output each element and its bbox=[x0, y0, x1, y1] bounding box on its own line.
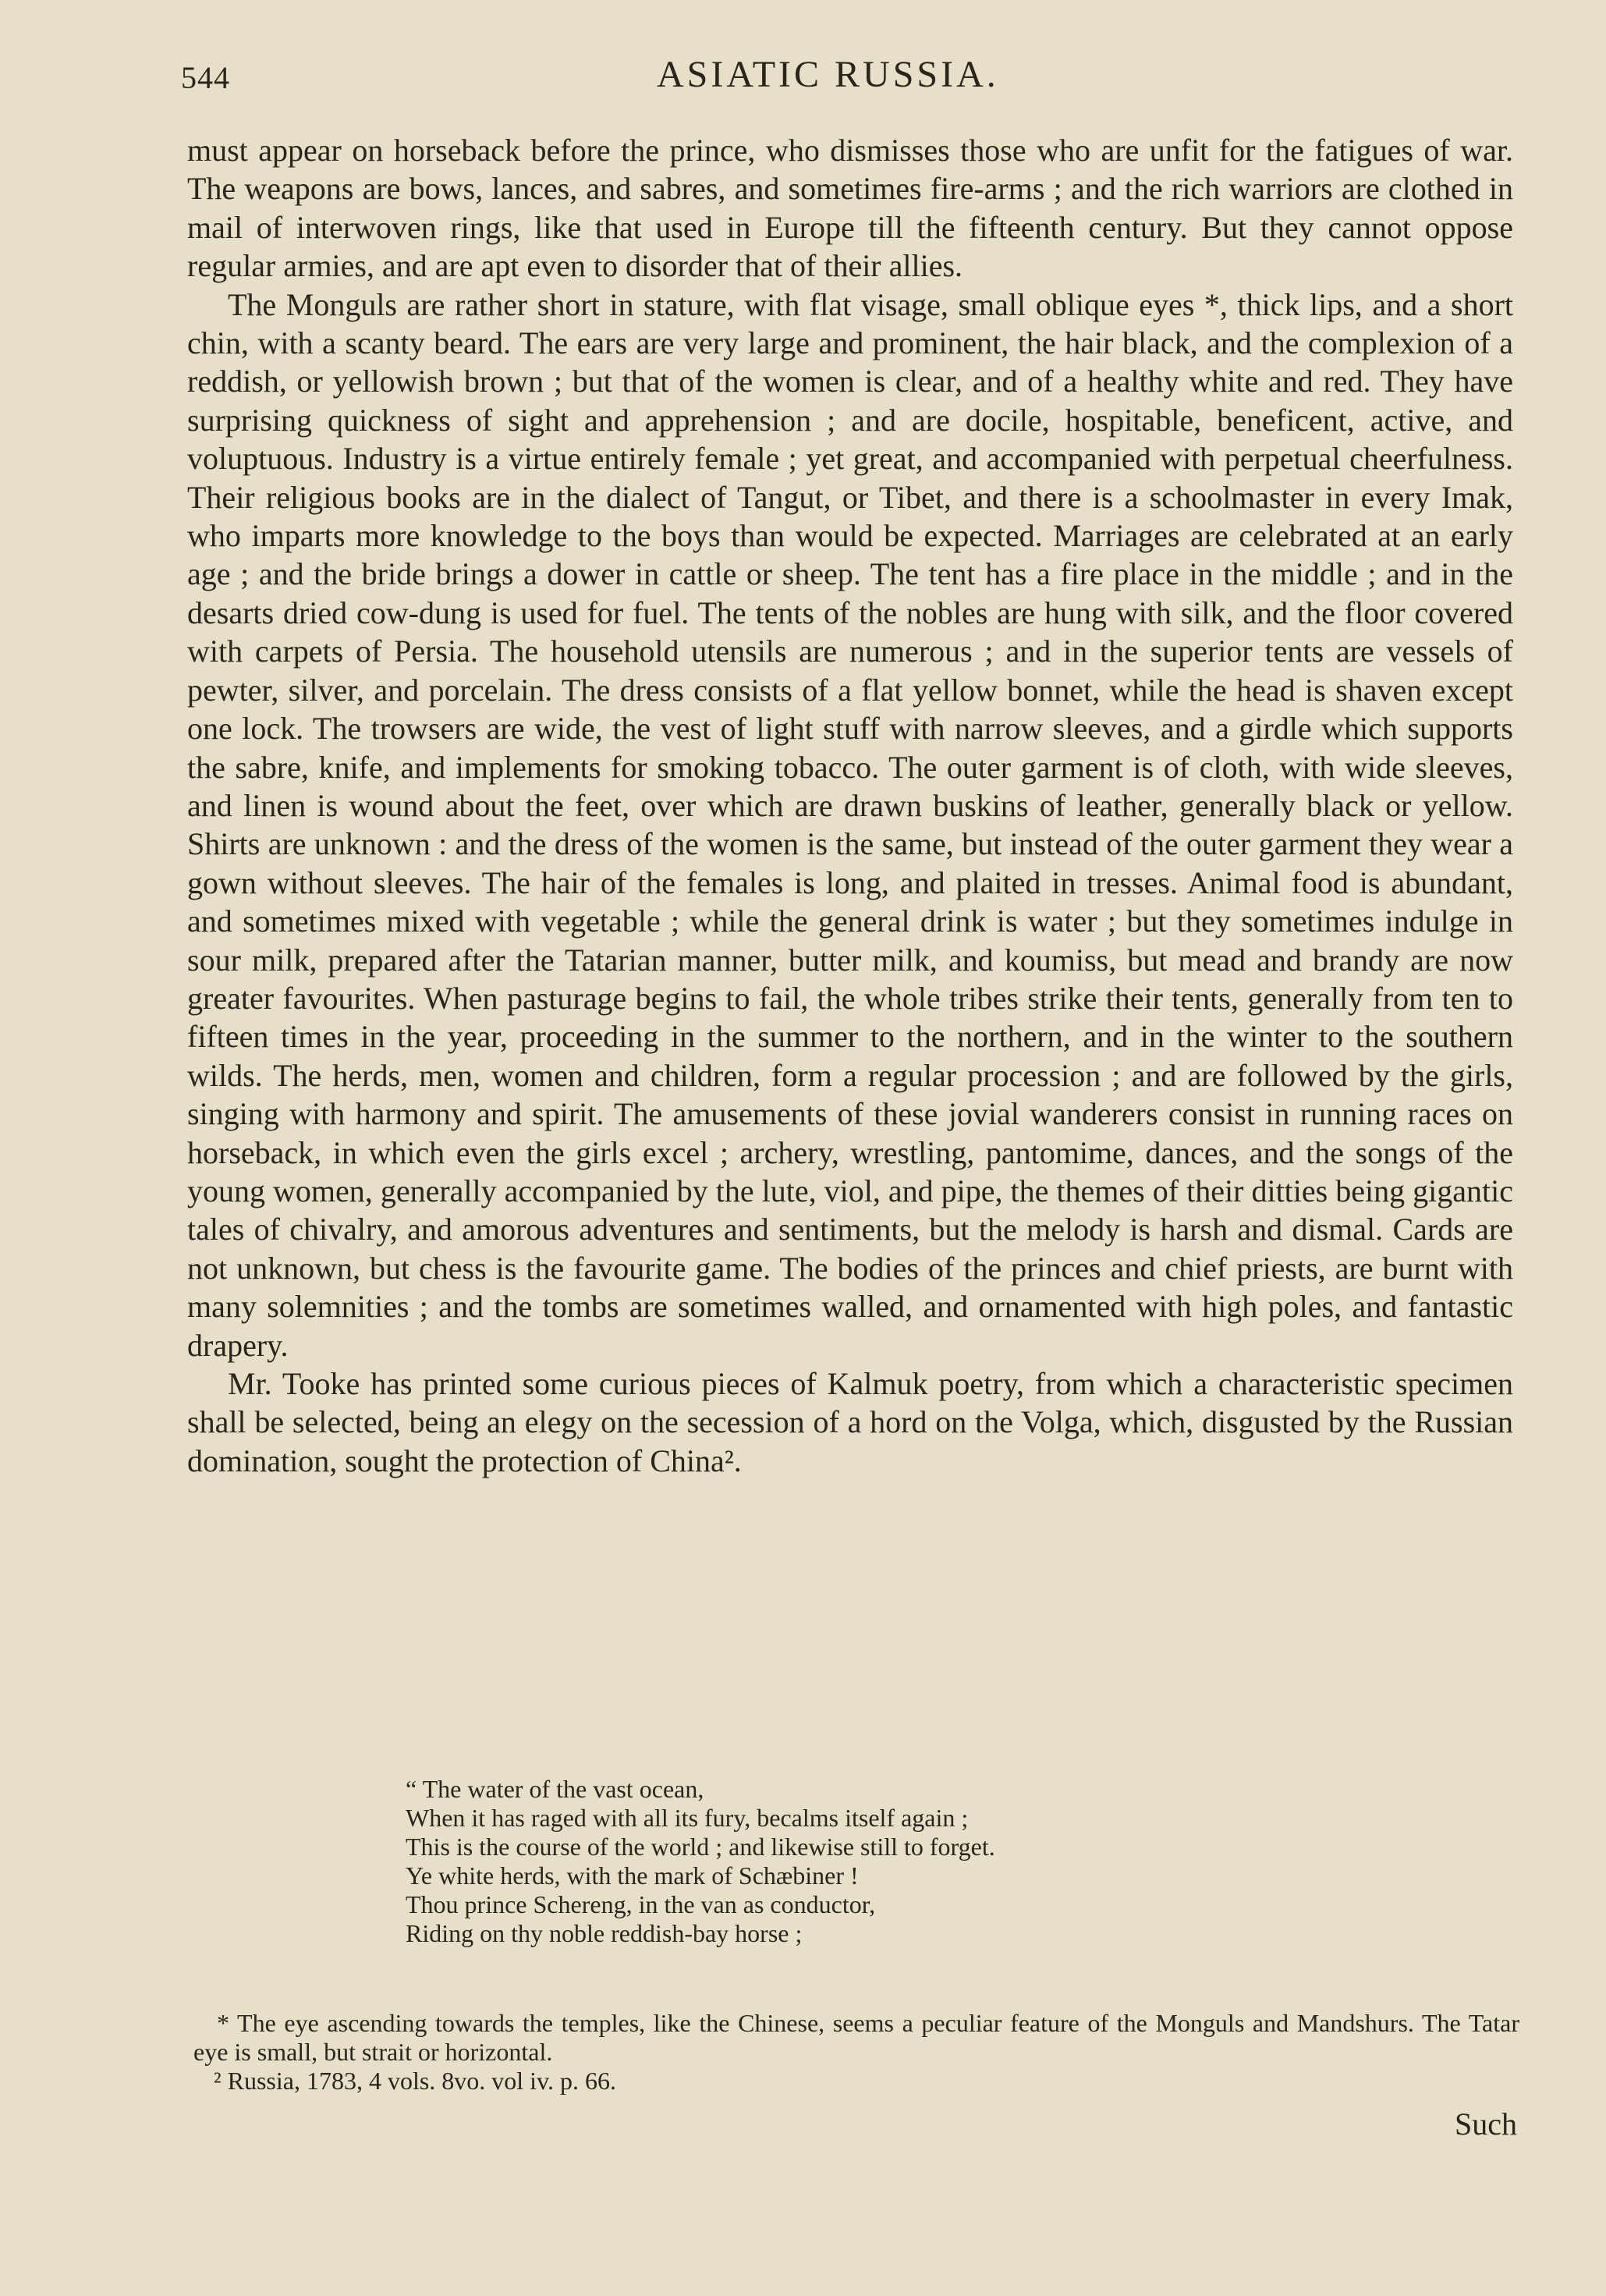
verse-line: Ye white herds, with the mark of Schæbiner ! bbox=[406, 1861, 859, 1890]
verse-line: Riding on thy noble reddish-bay horse ; bbox=[406, 1919, 803, 1947]
kalmuk-verse bbox=[406, 1775, 1264, 1948]
verse-line: This is the course of the world ; and likewise still to forget. bbox=[406, 1833, 995, 1861]
footnotes bbox=[193, 2009, 1519, 2095]
running-head: ASIATIC RUSSIA. bbox=[657, 54, 999, 95]
paragraph-monguls: The Monguls are rather short in stature, with flat visage, small oblique eyes *, thick lips, and a short chin, with a scanty beard. The ears are very large and prominent, the hair black, and the complexion of a reddish, or yellowish brown ; but that of the women is clear, and of a healthy white and red. They have surprising quickness of sight and apprehension ; and are docile, hospitable, beneficent, active, and voluptuous. Industry is a virtue entirely female ; yet great, and accompanied with perpetual cheerfulness. Their religious books are in the dialect of Tangut, or Tibet, and there is a schoolmaster in every Imak, who imparts more knowledge to the boys than would be expected. Marriages are celebrated at an early age ; and the bride brings a dower in cattle or sheep. The tent has a fire place in the middle ; and in the desarts dried cow-dung is used for fuel. The tents of the nobles are hung with silk, and the floor covered with carpets of Persia. The household utensils are numerous ; and in the superior tents are vessels of pewter, silver, and porcelain. The dress consists of a flat yellow bonnet, while the head is shaven except one lock. The trowsers are wide, the vest of light stuff with narrow sleeves, and a girdle which supports the sabre, knife, and implements for smoking tobacco. The outer garment is of cloth, with wide sleeves, and linen is wound about the feet, over which are drawn buskins of leather, generally black or yellow. Shirts are unknown : and the dress of the women is the same, but instead of the outer garment they wear a gown without sleeves. The hair of the females is long, and plaited in tresses. Animal food is abundant, and sometimes mixed with vegetable ; while the general drink is water ; but they sometimes indulge in sour milk, prepared after the Tatarian manner, butter milk, and koumiss, but mead and brandy are now greater favourites. When pasturage begins to fail, the whole tribes strike their tents, generally from ten to fifteen times in the year, proceeding in the summer to the northern, and in the winter to the southern wilds. The herds, men, women and children, form a regular procession ; and are followed by the girls, singing with harmony and spirit. The amusements of these jovial wanderers consist in running races on horseback, in which even the girls excel ; archery, wrestling, pantomime, dances, and the songs of the young women, generally accompanied by the lute, viol, and pipe, the themes of their ditties being gigantic tales of chivalry, and amorous adventures and sentiments, but the melody is harsh and dismal. Cards are not unknown, but chess is the favourite game. The bodies of the princes and chief priests, are burnt with many solemnities ; and the tombs are sometimes walled, and ornamented with high poles, and fantastic drapery. bbox=[187, 286, 1513, 1363]
paragraph-continuation: must appear on horseback before the prince, who dismisses those who are unfit for the fatigues of war. The weapons are bows, lances, and sabres, and sometimes fire-arms ; and the rich warriors are clothed in mail of interwoven rings, like that used in Europe till the fifteenth century. But they cannot oppose regular armies, and are apt even to disorder that of their allies. bbox=[187, 133, 1513, 284]
page-header bbox=[181, 48, 1523, 103]
verse-line: Thou prince Schereng, in the van as conductor, bbox=[406, 1890, 876, 1918]
main-text bbox=[187, 131, 1513, 1480]
footnote-asterisk: * The eye ascending towards the temples, like the Chinese, seems a peculiar feature of the Monguls and Mandshurs. The Tatar eye is small, but strait or horizontal. bbox=[193, 2009, 1519, 2066]
footnote-2: ² Russia, 1783, 4 vols. 8vo. vol iv. p. 66. bbox=[214, 2067, 616, 2095]
verse-line: When it has raged with all its fury, becalms itself again ; bbox=[406, 1804, 969, 1832]
paragraph-tooke: Mr. Tooke has printed some curious pieces of Kalmuk poetry, from which a characteristic specimen shall be selected, being an elegy on the secession of a hord on the Volga, which, disgusted by the Russian domination, sought the protection of China². bbox=[187, 1366, 1513, 1478]
catchword: Such bbox=[1455, 2106, 1517, 2142]
page-number: 544 bbox=[181, 60, 230, 95]
verse-line: “ The water of the vast ocean, bbox=[406, 1775, 704, 1803]
